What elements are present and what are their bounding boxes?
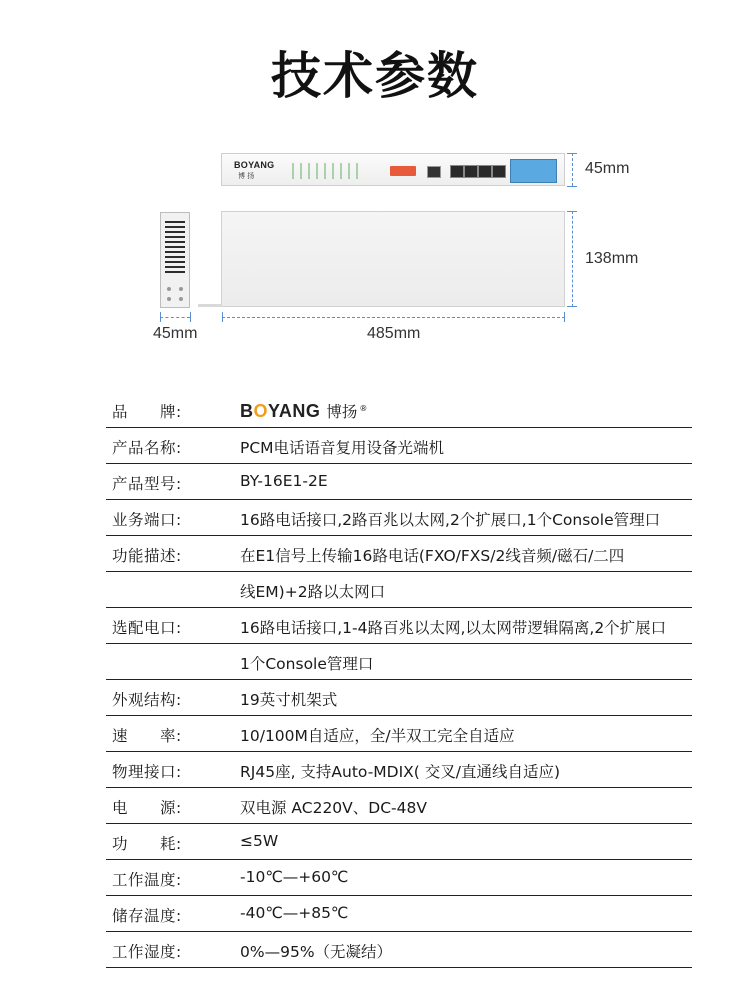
dimension-tick (567, 211, 577, 212)
spec-label: 速 率: (112, 727, 182, 745)
mount-hole (179, 297, 183, 301)
spec-label: 工作温度: (112, 871, 182, 889)
spec-row (106, 652, 692, 680)
rj45-port (464, 165, 478, 178)
spec-row (106, 688, 692, 716)
spec-label: 业务端口: (112, 511, 182, 529)
spec-row-brand (106, 400, 692, 428)
rack-ear (198, 304, 222, 307)
spec-value: ≤5W (240, 832, 279, 850)
spec-row (106, 832, 692, 860)
device-logo: BOYANG (234, 160, 275, 170)
rj45-port (492, 165, 506, 178)
spec-value: 19英寸机架式 (240, 691, 338, 709)
rj45-port (450, 165, 464, 178)
spec-row (106, 940, 692, 968)
spec-label: 功能描述: (112, 547, 182, 565)
device-side-view-image (160, 212, 190, 308)
spec-row (106, 724, 692, 752)
dimension-tick (567, 186, 577, 187)
spec-row (106, 544, 692, 572)
mount-hole (179, 287, 183, 291)
spec-value: 0%—95%（无凝结） (240, 943, 393, 961)
dimension-tick (190, 312, 191, 322)
spec-value: 1个Console管理口 (240, 655, 374, 673)
spec-label: 工作湿度: (112, 943, 182, 961)
spec-label: 物理接口: (112, 763, 182, 781)
dimension-tick (567, 153, 577, 154)
spec-label: 选配电口: (112, 619, 182, 637)
dimension-line (572, 153, 573, 186)
dimension-label-depth: 138mm (585, 250, 639, 267)
spec-label: 功 耗: (112, 835, 182, 853)
spec-value: BY-16E1-2E (240, 472, 328, 490)
spec-label: 品 牌: (112, 403, 182, 421)
spec-label: 产品名称: (112, 439, 182, 457)
spec-label: 储存温度: (112, 907, 182, 925)
spec-value: 双电源 AC220V、DC-48V (240, 799, 427, 817)
spec-label: 电 源: (112, 799, 182, 817)
dimension-label-side-width: 45mm (153, 325, 198, 342)
spec-row (106, 616, 692, 644)
dimension-tick (564, 312, 565, 322)
spec-row (106, 580, 692, 608)
led-indicators (292, 163, 360, 179)
dimension-line (572, 211, 573, 307)
spec-value: -10℃—+60℃ (240, 868, 349, 886)
product-sticker (510, 159, 557, 183)
dimension-tick (567, 306, 577, 307)
spec-label: 产品型号: (112, 475, 182, 493)
dip-switch (390, 166, 416, 176)
mount-hole (167, 297, 171, 301)
dimension-label-width: 485mm (367, 325, 421, 342)
spec-row (106, 760, 692, 788)
spec-value: 16路电话接口,1-4路百兆以太网,以太网带逻辑隔离,2个扩展口 (240, 619, 667, 637)
spec-value: RJ45座, 支持Auto-MDIX( 交叉/直通线自适应) (240, 763, 561, 781)
console-port (427, 166, 441, 178)
spec-value: PCM电话语音复用设备光端机 (240, 439, 445, 457)
dimension-line (160, 317, 190, 318)
spec-value: -40℃—+85℃ (240, 904, 349, 922)
spec-row (106, 472, 692, 500)
device-front-panel-image (221, 153, 565, 186)
page-title: 技术参数 (271, 47, 479, 105)
spec-value: 16路电话接口,2路百兆以太网,2个扩展口,1个Console管理口 (240, 511, 661, 529)
spec-row (106, 796, 692, 824)
spec-value: 10/100M自适应，全/半双工完全自适应 (240, 727, 515, 745)
spec-value: 在E1信号上传输16路电话(FXO/FXS/2线音频/磁石/二四 (240, 547, 625, 565)
spec-row (106, 436, 692, 464)
spec-row (106, 904, 692, 932)
dimension-tick (222, 312, 223, 322)
spec-value: 线EM)+2路以太网口 (240, 583, 386, 601)
dimension-tick (160, 312, 161, 322)
device-logo-sub: 博 扬 (238, 172, 255, 180)
rj45-port (478, 165, 492, 178)
dimension-line (222, 317, 565, 318)
device-top-view-image (221, 211, 565, 307)
mount-hole (167, 287, 171, 291)
vent-slots (165, 221, 185, 275)
dimension-label-front-height: 45mm (585, 160, 630, 177)
spec-row (106, 508, 692, 536)
spec-row (106, 868, 692, 896)
spec-label: 外观结构: (112, 691, 182, 709)
brand-logo: BOYANG 博扬 ® (240, 401, 368, 421)
